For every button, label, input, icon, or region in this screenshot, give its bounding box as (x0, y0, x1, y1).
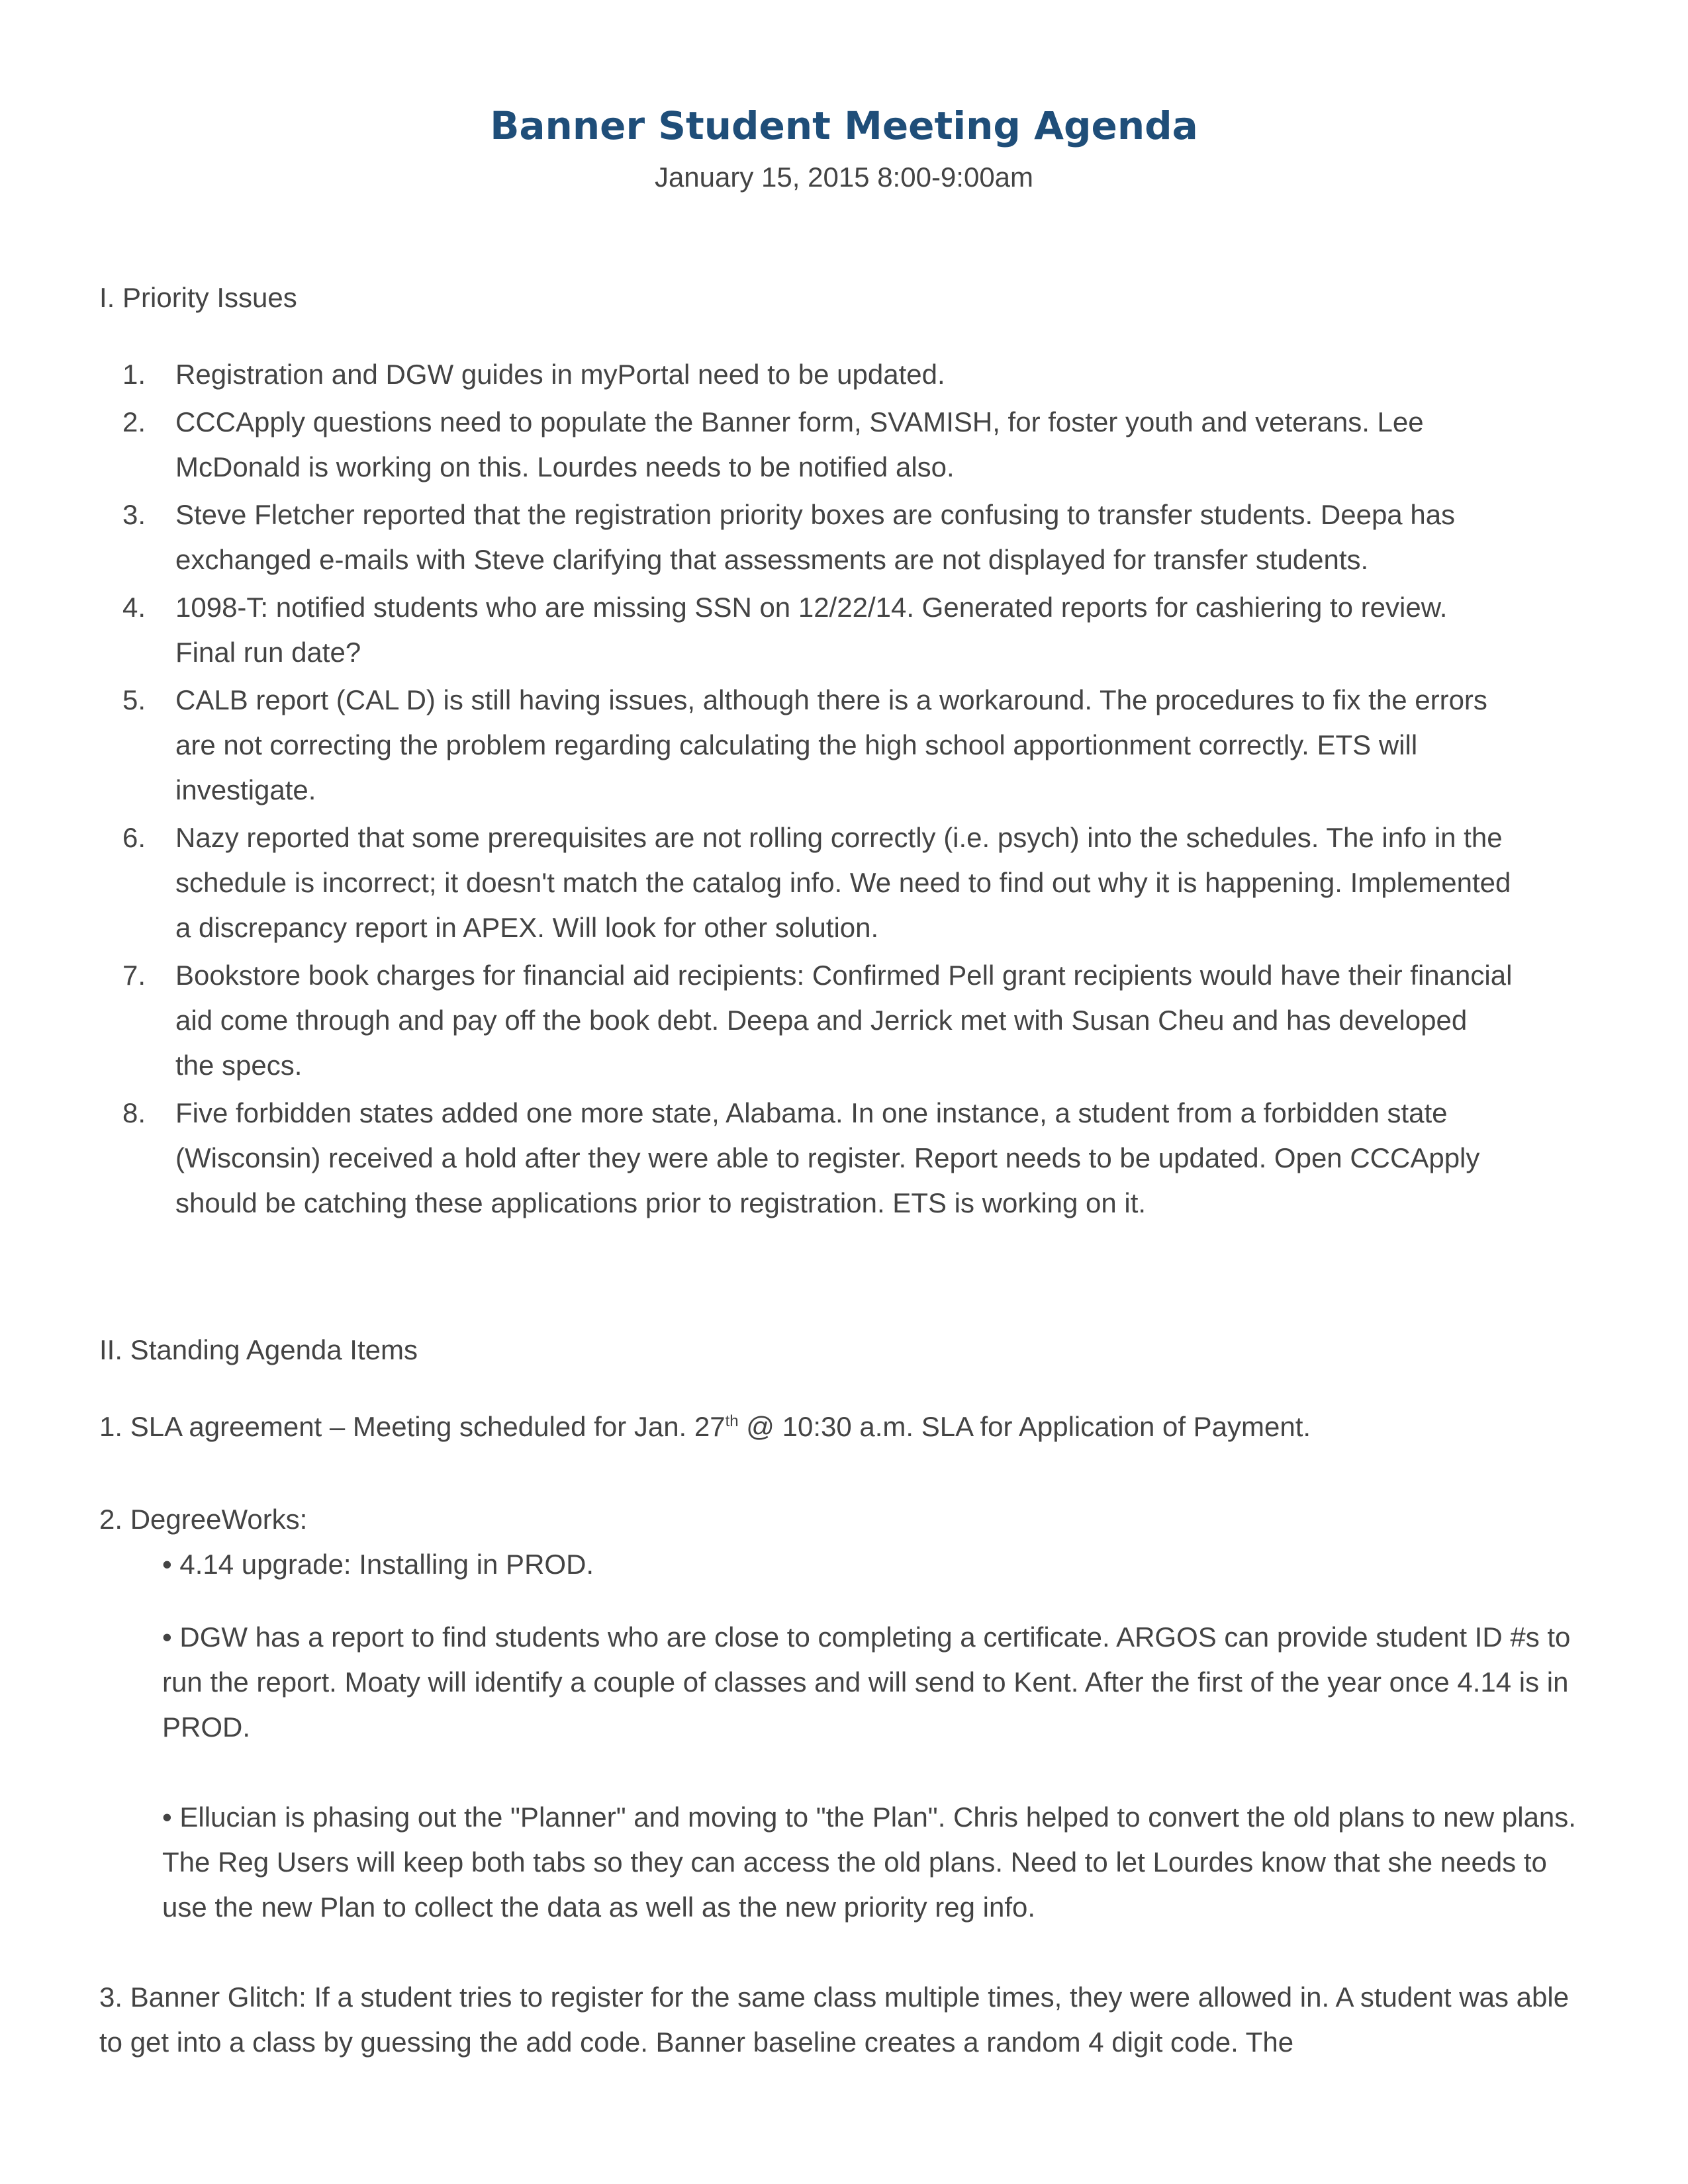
list-item-text: Bookstore book charges for financial aid recipients: Confirmed Pell grant recipients would have their financial aid come through and pay off the book debt. Deepa and Jerrick met with Susan Cheu and has developed the specs. (175, 960, 1513, 1081)
meeting-date: January 15, 2015 8:00-9:00am (654, 161, 1034, 193)
degreeworks-bullet-report: • DGW has a report to find students who are close to completing a certificate. ARGOS can provide student ID #s to run the report. Moaty will identify a couple of classes and will send to Kent. After the first of the year once 4.14 is in PROD. (162, 1621, 1571, 1743)
list-item-text: Steve Fletcher reported that the registration priority boxes are confusing to transfer students. Deepa has exchanged e-mails with Steve clarifying that assessments are not displayed for transfer students. (175, 499, 1456, 575)
section-standing-heading: II. Standing Agenda Items (99, 1334, 418, 1365)
sla-text-before: 1. SLA agreement – Meeting scheduled for Jan. 27 (99, 1411, 726, 1442)
list-item-text: Nazy reported that some prerequisites are not rolling correctly (i.e. psych) into the schedules. The info in the schedule is incorrect; it doesn't match the catalog info. We need to find out why it is happening. Implemented a discrepancy report in APEX. Will look for other solution. (175, 822, 1511, 943)
list-item-number: 6. (122, 822, 146, 853)
list-item-text: 1098-T: notified students who are missing SSN on 12/22/14. Generated reports for cashiering to review. Final run date? (175, 592, 1448, 668)
list-item (0, 953, 1513, 1088)
list-item-text: CCCApply questions need to populate the Banner form, SVAMISH, for foster youth and veterans. Lee McDonald is working on this. Lourdes needs to be notified also. (175, 406, 1424, 482)
list-item-text: Five forbidden states added one more state, Alabama. In one instance, a student from a forbidden state (Wisconsin) received a hold after they were able to register. Report needs to be updated. Open CCCApply should be catching these applications prior to registration. ETS is working on it. (175, 1097, 1480, 1218)
degreeworks-bullet-upgrade: • 4.14 upgrade: Installing in PROD. (162, 1549, 594, 1580)
list-item-number: 8. (122, 1097, 146, 1128)
list-item (0, 492, 1513, 582)
degreeworks-heading: 2. DegreeWorks: (99, 1504, 308, 1535)
list-item (0, 815, 1513, 950)
sla-date-suffix: th (725, 1412, 739, 1430)
list-item-text: CALB report (CAL D) is still having issues, although there is a workaround. The procedures to fix the errors are not correcting the problem regarding calculating the high school apportionment correctly. ETS will investigate. (175, 684, 1487, 805)
list-item-number: 1. (122, 359, 146, 390)
list-item-number: 7. (122, 960, 146, 991)
sla-text-after: @ 10:30 a.m. SLA for Application of Payment. (738, 1411, 1311, 1442)
list-item-number: 2. (122, 406, 146, 437)
list-item (0, 585, 1513, 675)
degreeworks-bullet-planner: • Ellucian is phasing out the "Planner" and moving to "the Plan". Chris helped to convert the old plans to new plans. The Reg Users will keep both tabs so they can access the old plans. Need to let Lourdes know that she needs to use the new Plan to collect the data as well as the new priority reg info. (162, 1801, 1576, 1923)
banner-glitch-item: 3. Banner Glitch: If a student tries to register for the same class multiple times, they were allowed in. A student was able to get into a class by guessing the add code. Banner baseline creates a random 4 digit code. The (99, 1981, 1570, 2058)
list-item-number: 3. (122, 499, 146, 530)
section-priority-heading: I. Priority Issues (99, 282, 297, 313)
list-item-text: Registration and DGW guides in myPortal need to be updated. (175, 359, 945, 390)
list-item-number: 4. (122, 592, 146, 623)
sla-agreement-item (99, 1404, 1589, 1449)
priority-issues-list (0, 352, 1688, 1228)
list-item-number: 5. (122, 684, 146, 715)
list-item (0, 1091, 1513, 1226)
list-item (0, 678, 1513, 813)
page-title: Banner Student Meeting Agenda (490, 103, 1198, 148)
list-item (0, 400, 1513, 490)
list-item (0, 352, 1513, 397)
